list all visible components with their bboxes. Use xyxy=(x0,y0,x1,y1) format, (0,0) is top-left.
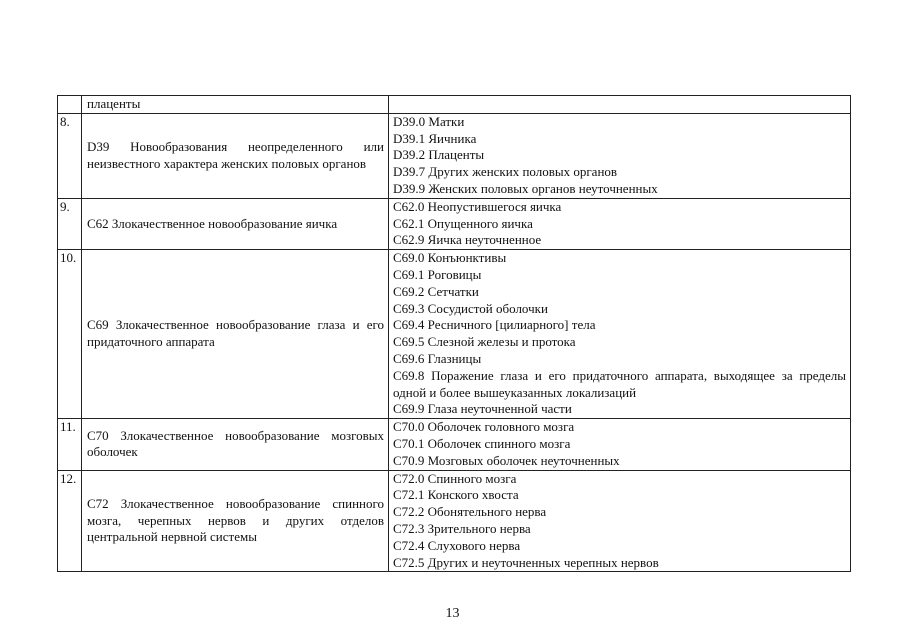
table-body xyxy=(58,96,851,572)
code-item: D39.0 Матки xyxy=(393,113,465,129)
table-row xyxy=(58,198,851,249)
row-number: 9. xyxy=(58,198,82,249)
code-item: C69.1 Роговицы xyxy=(393,266,482,282)
table-row xyxy=(58,250,851,419)
code-item: C69.2 Сетчатки xyxy=(393,283,479,299)
code-item: C69.4 Ресничного [цилиарного] тела xyxy=(393,317,596,333)
code-item: C72.3 Зрительного нерва xyxy=(393,520,531,536)
row-codes xyxy=(389,250,851,419)
code-item: C62.0 Неопустившегося яичка xyxy=(393,198,562,214)
row-codes xyxy=(389,470,851,572)
code-item: C70.0 Оболочек головного мозга xyxy=(393,419,575,435)
table-row xyxy=(58,470,851,572)
code-item: C72.1 Конского хвоста xyxy=(393,487,519,503)
row-description: плаценты xyxy=(82,96,389,114)
row-codes xyxy=(389,419,851,470)
row-codes xyxy=(389,96,851,114)
row-description: C62 Злокачественное новообразование яичка xyxy=(82,198,389,249)
row-number xyxy=(58,96,82,114)
row-number: 8. xyxy=(58,113,82,198)
code-item: C69.9 Глаза неуточненной части xyxy=(393,401,572,417)
code-item: C72.0 Спинного мозга xyxy=(393,470,517,486)
table-row xyxy=(58,419,851,470)
table-row xyxy=(58,113,851,198)
row-description: C69 Злокачественное новообразование глаза и его придаточного аппарата xyxy=(82,250,389,419)
row-codes xyxy=(389,113,851,198)
row-description: C72 Злокачественное новообразование спинного мозга, черепных нервов и других отделов центральной нервной системы xyxy=(82,470,389,572)
row-description: D39 Новообразования неопределенного или неизвестного характера женских половых органов xyxy=(82,113,389,198)
code-item: C72.5 Других и неуточненных черепных нервов xyxy=(393,554,659,570)
code-item: D39.1 Яичника xyxy=(393,130,477,146)
row-number: 11. xyxy=(58,419,82,470)
table-row-continuation xyxy=(58,96,851,114)
code-item: C62.1 Опущенного яичка xyxy=(393,215,533,231)
code-item: C70.1 Оболочек спинного мозга xyxy=(393,435,571,451)
code-item: D39.9 Женских половых органов неуточненных xyxy=(393,180,658,196)
code-item: C72.2 Обонятельного нерва xyxy=(393,504,547,520)
code-item: C70.9 Мозговых оболочек неуточненных xyxy=(393,452,620,468)
row-description: C70 Злокачественное новообразование мозговых оболочек xyxy=(82,419,389,470)
code-item: C69.8 Поражение глаза и его придаточного аппарата, выходящее за пределы одной и более вышеуказанных локализаций xyxy=(393,367,846,400)
code-item: C69.0 Конъюнктивы xyxy=(393,250,507,266)
code-item: D39.7 Других женских половых органов xyxy=(393,164,618,180)
diagnosis-codes-table xyxy=(57,95,851,572)
code-item: C69.6 Глазницы xyxy=(393,350,482,366)
code-item: C62.9 Яичка неуточненное xyxy=(393,232,542,248)
row-number: 10. xyxy=(58,250,82,419)
page-number: 13 xyxy=(445,606,460,621)
code-item: C69.3 Сосудистой оболочки xyxy=(393,300,548,316)
row-number: 12. xyxy=(58,470,82,572)
code-item: C69.5 Слезной железы и протока xyxy=(393,334,576,350)
row-codes xyxy=(389,198,851,249)
code-item: C72.4 Слухового нерва xyxy=(393,537,521,553)
code-item: D39.2 Плаценты xyxy=(393,147,485,163)
